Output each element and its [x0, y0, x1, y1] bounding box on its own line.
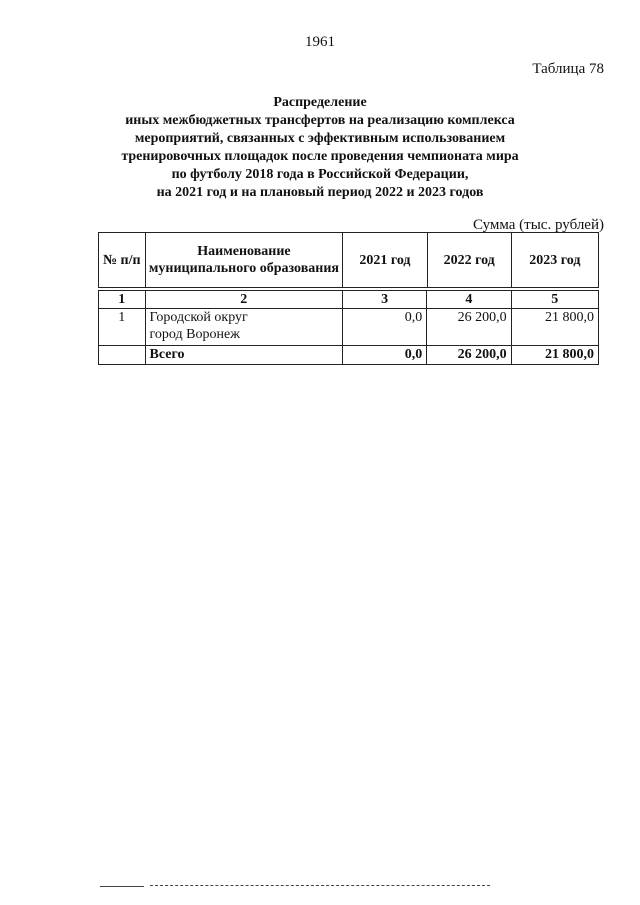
column-number-row: [99, 291, 599, 309]
total-label-cell: Всего: [145, 346, 342, 365]
row-name-line: Городской округ: [149, 310, 248, 325]
header-name: Наименование муниципального образования: [145, 233, 343, 288]
data-table: [98, 290, 599, 365]
page-number: 1961: [305, 34, 335, 50]
header-table: [98, 232, 599, 288]
footer-rule-short: [100, 886, 144, 887]
total-row: [99, 346, 599, 365]
footer-rule: [150, 885, 490, 886]
row-num-cell: 1: [99, 309, 146, 346]
total-num-cell: [99, 346, 146, 365]
title-line: тренировочных площадок после проведения чемпионата мира: [121, 149, 519, 164]
row-2023-cell: 21 800,0: [511, 309, 598, 346]
units-label: Сумма (тыс. рублей): [472, 217, 604, 233]
table-row: [99, 309, 599, 346]
total-2021-cell: 0,0: [342, 346, 426, 365]
column-number: 1: [99, 291, 146, 309]
row-2022-cell: 26 200,0: [427, 309, 511, 346]
header-row: [99, 233, 599, 288]
document-title: [90, 94, 550, 202]
title-line: по футболу 2018 года в Российской Федерации,: [171, 167, 469, 182]
header-2021: 2021 год: [343, 233, 427, 288]
header-2023: 2023 год: [511, 233, 598, 288]
title-line: Распределение: [273, 95, 367, 110]
total-2022-cell: 26 200,0: [427, 346, 511, 365]
title-line: мероприятий, связанных с эффективным использованием: [134, 131, 506, 146]
header-2022: 2022 год: [427, 233, 511, 288]
column-number: 4: [427, 291, 511, 309]
column-number: 3: [342, 291, 426, 309]
column-number: 2: [145, 291, 342, 309]
header-num: № п/п: [99, 233, 146, 288]
total-2023-cell: 21 800,0: [511, 346, 598, 365]
column-number: 5: [511, 291, 598, 309]
row-name-line: город Воронеж: [149, 327, 240, 342]
title-line: на 2021 год и на плановый период 2022 и 2023 годов: [156, 185, 484, 200]
row-name-cell: [145, 309, 342, 346]
row-2021-cell: 0,0: [342, 309, 426, 346]
table-label: Таблица 78: [532, 61, 604, 77]
title-line: иных межбюджетных трансфертов на реализацию комплекса: [125, 113, 515, 128]
